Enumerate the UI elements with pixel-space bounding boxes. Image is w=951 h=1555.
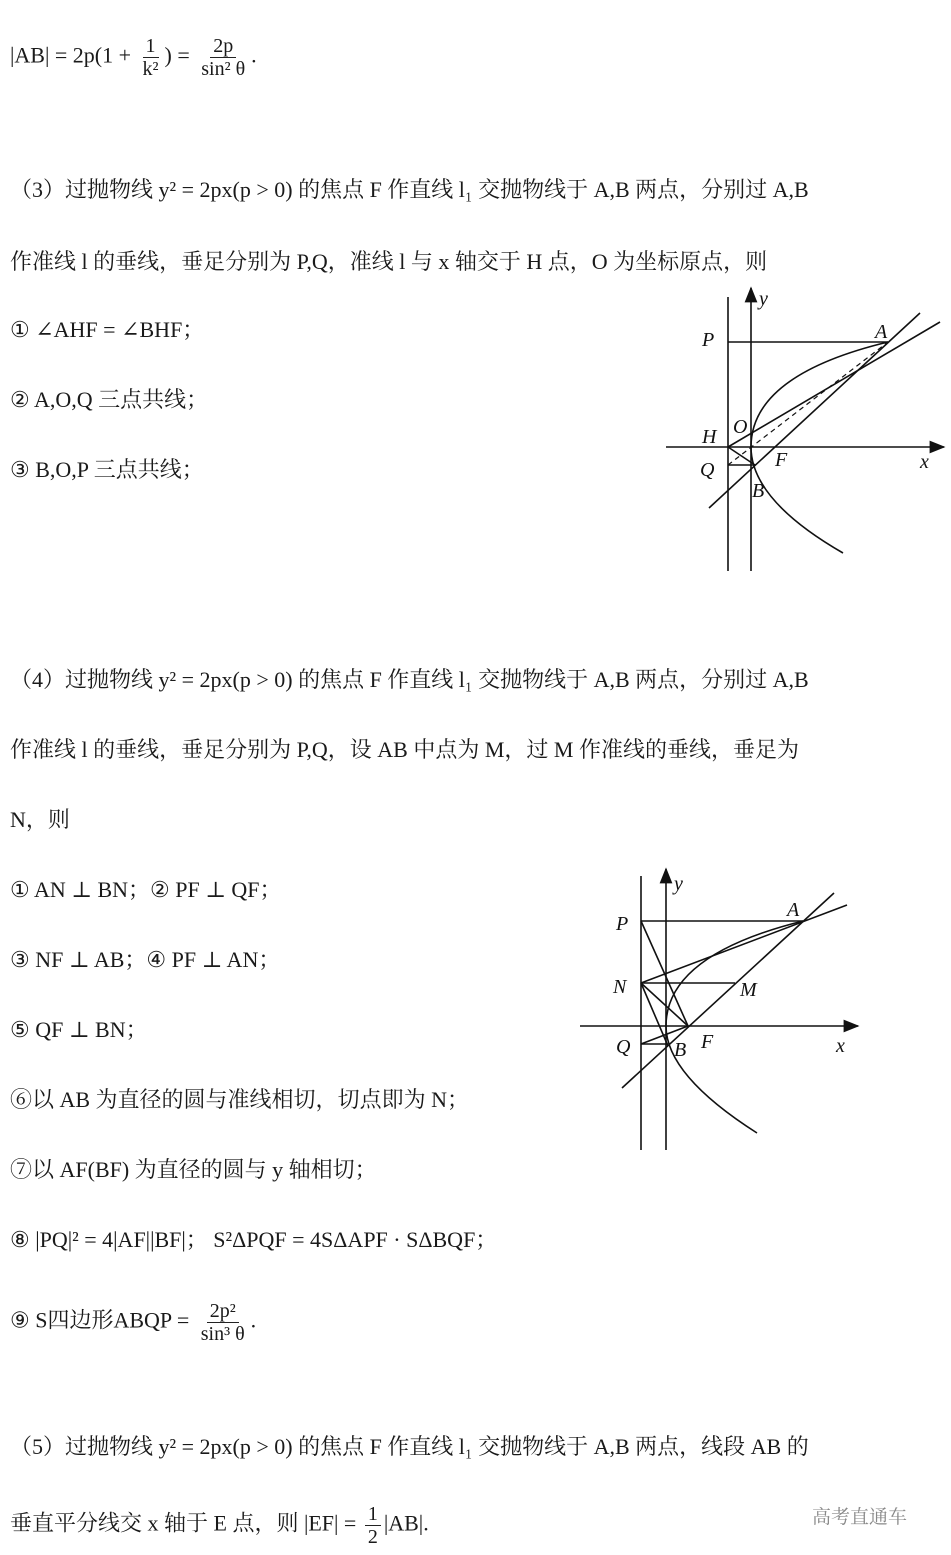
label-p: P	[702, 329, 715, 351]
label-b: B	[752, 480, 765, 502]
label-h: H	[702, 426, 717, 448]
label-b: B	[674, 1039, 687, 1061]
formula-part: 垂直平分线交 x 轴于 E 点，则 |EF| =	[10, 1510, 362, 1536]
s3-item-1: ① ∠AHF = ∠BHF；	[10, 317, 205, 342]
label-x: x	[920, 451, 929, 473]
line-pf	[641, 921, 688, 1026]
denominator: 2	[367, 1526, 378, 1548]
s4-item-3: ⑤ QF ⊥ BN；	[10, 1017, 148, 1042]
s5-line1: （5）过抛物线 y² = 2px(p > 0) 的焦点 F 作直线 l₁ 交抛物线于 A,B 两点，线段 AB 的	[10, 1434, 809, 1459]
s4-line3: N，则	[10, 807, 70, 832]
numerator: 1	[143, 35, 159, 58]
label-y: y	[759, 288, 768, 310]
label-q: Q	[616, 1036, 631, 1058]
label-f: F	[775, 449, 788, 471]
s3-line1: （3）过抛物线 y² = 2px(p > 0) 的焦点 F 作直线 l₁ 交抛物线于 A,B 两点，分别过 A,B	[10, 177, 809, 202]
label-m: M	[740, 979, 757, 1001]
s4-item-4: ⑥以 AB 为直径的圆与准线相切，切点即为 N；	[10, 1087, 469, 1112]
s4-item-2: ③ NF ⊥ AB；④ PF ⊥ AN；	[10, 947, 281, 972]
label-f: F	[701, 1031, 714, 1053]
line-nf	[641, 983, 688, 1026]
figure-4	[580, 869, 858, 1150]
formula-part: |AB| = 2p(1 +	[10, 42, 137, 68]
line-na	[641, 905, 847, 983]
line-nb	[641, 983, 668, 1046]
numerator: 2p	[210, 35, 236, 58]
formula-part: .	[251, 42, 257, 68]
s3-item-2: ② A,O,Q 三点共线；	[10, 387, 209, 412]
label-n: N	[613, 976, 627, 998]
numerator: 1	[365, 1503, 381, 1526]
label-o: O	[733, 416, 748, 438]
label-p: P	[616, 913, 629, 935]
label-a: A	[875, 321, 888, 343]
label-q: Q	[700, 459, 715, 481]
s4-line1: （4）过抛物线 y² = 2px(p > 0) 的焦点 F 作直线 l₁ 交抛物线于 A,B 两点，分别过 A,B	[10, 667, 809, 692]
line-ha	[728, 322, 940, 447]
numerator: 2p²	[207, 1300, 239, 1323]
denominator: sin² θ	[201, 58, 246, 80]
label-x: x	[836, 1035, 845, 1057]
s4-item-1: ① AN ⊥ BN；② PF ⊥ QF；	[10, 877, 282, 902]
s3-line2: 作准线 l 的垂线，垂足分别为 P,Q，准线 l 与 x 轴交于 H 点，O 为坐标原点，则	[10, 249, 768, 274]
label-y: y	[674, 873, 683, 895]
s4-line2: 作准线 l 的垂线，垂足分别为 P,Q，设 AB 中点为 M，过 M 作准线的垂线，垂足为	[10, 737, 799, 762]
formula-part: ) =	[164, 42, 196, 68]
s4-item-6: ⑧ |PQ|² = 4|AF||BF|； S²ΔPQF = 4SΔAPF · SΔBQF；	[10, 1227, 498, 1252]
formula-part: .	[250, 1307, 257, 1333]
formula-part: ⑨ S四边形ABQP =	[10, 1307, 195, 1333]
s4-item-5: ⑦以 AF(BF) 为直径的圆与 y 轴相切；	[10, 1157, 377, 1182]
formula-part: |AB|.	[383, 1510, 429, 1536]
denominator: k²	[142, 58, 159, 80]
figure-3	[666, 288, 944, 571]
denominator: sin³ θ	[200, 1323, 245, 1345]
s3-item-3: ③ B,O,P 三点共线；	[10, 457, 204, 482]
watermark: 高考直通车	[812, 1506, 908, 1528]
label-a: A	[787, 899, 800, 921]
